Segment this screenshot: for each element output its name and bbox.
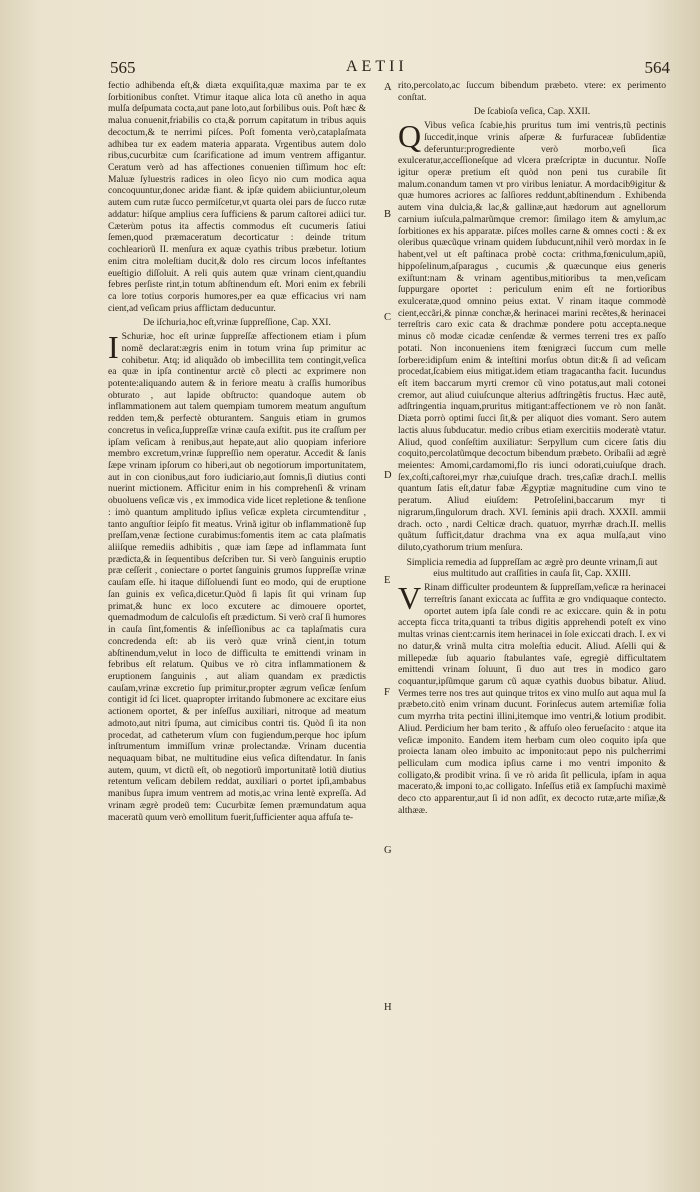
chapter-heading-xxi: De iſchuria,hoc eſt,vrinæ ſuppreſſione, Cap. XXI. [143, 317, 331, 329]
margin-letter-g: G [384, 845, 392, 856]
left-paragraph-2-text: Schuriæ, hoc eſt urinæ ſuppreſſæ affectionem etiam i pſum nomẽ declarat:ægris enim in totum vrina ſup primitur ac cohibetur. Atq; id aliquãdo ob imbecillita tem contingit,veſica ea quæ in ipſa continentur arctè cõ plecti ac exprimere non potente:aliquando autem & in feriore meatu à craſſis humoribus obturato , aut lapide obſtructo: quandoque autem ob inflammationem aut talem quempiam tumorem meatum anguſtum redden tem,& perfectè obturantem. Sanguis etiam in grumos concretus in veſica,ſuppreſſæ vrinæ cauſa exiſtit. pus ite craſſum per ipſam veſicam à renibus,aut hepate,aut alio quopiam inferiore membro excretum,vrinæ ſuppreſſio nem operatur. Accedit & ſanis ſæpe vrinam ipſorum co hiberi,aut ob negotiorum importunitatem, aut in con cionibus,aut foro iudiciario,aut ſomnis,ſi diutius conti nuerint mictionem. Afficitur enim in his comprehenſi & vrinam obuoluens veſicæ vis , ex immodica vide licet repletione & tenſione : imò quantum amplitudo ipſius veſicæ expleta circumtenditur , tanto anguſtior ſeipſo fit meatus. Vrinã igitur ob inflammationẽ ſup preſſam,venæ ſectione curabimus:fomentis item ac cata plaſmatis aliiſque remediis adhibitis , quæ iam ſæpe ad inflammata ſunt prædicta,& in ſequentibus deſcriben tur. Si verò ſanguinis eruptio præ ceſſerit , coniectare o portet ſanguinis grumos ſuppreſſæ vrinæ cauſam eſſe. hi itaque diſſoluendi ſunt eo modo, qui de eruptione ſan guinis ex veſica,dicetur.Quòd ſi lapis ſit qui vrinam ſup primat,& hunc ex loco excutere ac dimouere oportet, quemadmodum de calculoſis eſt prædictum. Si verò craſ ſi humores in cauſa ſint,fomentis & inſeſſionibus ac ca taplaſmatis cura concredenda eſt: ab iis verò quæ vrinã cient,in totum abſtinendum,velut in loco de difficulta te emittendi vrinam in febribus eſt relatum. Quibus ve rò citra inflammationem & eruptionem ſanguinis , aut aliam quandam ex prædictis cauſam,vrinæ excretio ſup primitur,propter ægrum veſicæ ſenſum contigit id ſci licet. quapropter irritando ſubmonere ac excitare eius actionem oportet, & per inſeſſus auxiliari, nitroque ad meatum admoto,aut nitri ſpuma, aut cimicibus contri tis. Quòd ſi ita non procedat, ad catheterum vſum con fugiendum,perque hoc ipſum inſtrumentum immiſſum vrinæ prolectandæ. Vrinam ducentia nequaquam bibat, ne multitudine eius veſica diſtendatur. In ſanis autem, quum, vt dictũ eſt, ob negotiorũ importunitatẽ lotiũ diutius retentum veſicam debilem reddat, auxiliari o portet ipſi,ambabus manibus ſupra imum ventrem ad motis,ac vrina lentè expreſſa. Ad vrinam ægrè prodeũ tem: Cucurbitæ ſemen præmundatum aqua maceratũ quum verò emollitum fuerit,ſufficienter aqua affuſa te- [108, 331, 366, 823]
left-paragraph-1: fectio adhibenda eſt,& diæta exquiſita,quæ maxima par te ex ſorbitionibus conſtet. Vtimur itaque alica lota cũ anetho in aqua mulſa deſpumata cocta,aut pane loto,aut ſorbilibus ouis. Poſt hæc & malua conuenit,friabilis co cta,& porrum capitatum in tribus aquis decoctum,& te nerrimi piſces. Poſt fomenta verò,cataplaſmata adhibea tur ex eadem materia apparata. Vrgentibus autem dolo ribus,cucurbitæ cum ſcarificatione ad imum ventrem affigantur. Ceratum verò ad has affectiones conuenien tiſſimum hoc eſt: Maluæ ſyluestris radices in oleo ſicyo nio cum modica aqua concoquuntur,donec aridæ fiant. & ipſæ quidem abiiciuntur,oleum autem cum rutæ ſucco permiſcetur,vt quarta olei pars de ſucco rutæ addatur: hiſque amplius cera ſufficiens & parum caſtorei adiici tur. Cæterùm potus ita affectis commodus eſt cucumeris ſatiui ſemen,quod præmaceratum decorticatur : deinde tritum cochleariorũ II. menſura ex aquæ cyathis tribus præbetur. lotium enim citra moleſtiam ducit,& dolo res circum locos infeſtantes eueſtigio diſſoluit. A reli quis autem quæ vrinam cient,quandiu febres perſiste rint,in totum abſtinendum eſt. Mori enim ex febrili ca lore totius corporis humores,per ea quæ efficacius vri nam cient,ad veſicam prius afflictam deducuntur. [108, 80, 366, 314]
chapter-heading-xxiii: Simplicia remedia ad ſuppreſſam ac ægrè pro deunte vrinam,ſi aut eius multitudo aut craſſities in cauſa ſit, Cap. XXIII. [406, 556, 658, 580]
chapter-heading-xxii: De ſcabioſa veſica, Cap. XXII. [473, 106, 591, 118]
page-number-left: 565 [110, 58, 136, 77]
margin-letter-h: H [384, 1002, 392, 1013]
right-column [398, 80, 666, 817]
drop-cap-v: V [398, 580, 422, 617]
right-paragraph-3 [398, 582, 666, 816]
margin-letter-d: D [384, 470, 392, 481]
margin-letter-a: A [384, 82, 392, 93]
margin-letter-e: E [384, 575, 391, 586]
page-number-right: 564 [644, 58, 670, 77]
drop-cap-q: Q [398, 118, 422, 155]
left-paragraph-2 [108, 331, 366, 823]
right-paragraph-1: rito,percolato,ac ſuccum bibendum præbeto. vtere: ex perimento conſtat. [398, 80, 666, 103]
drop-cap-i: I [108, 329, 119, 366]
right-paragraph-3-text: Rinam difficulter prodeuntem & ſuppreſſam,veſicæ ra herinacei terreſtris ſanant exiccata ac ſuffita æ gro vndiquaque contecto. oportet autem ipſa ſale condi re ac exiccare. quin & in potu accepta ficca trita,quanti ta tribus digitis apprehendi poteſt ex vino multas vrinas cient:carnis item herinacei in ſole exiccati drach. I. ex vi no datur,& vrinã multa citra moleſtia educit. Aliud. Aſelli qui & millepedæ ſub aquario ſtabulantes vaſe, egregiè difficultatem emittendi vrinam ſoluunt, ſi duo aut tres in modico garo coquantur,ipſũmque garum cũ aquæ cyathis duobus bibatur. Aliud. Vermes terre nos tres aut quinque tritos ex vino mulſo aut aqua mul ſa præbeto.citò enim vrinam ducunt. Forinſecus autem artemiſiæ folia cum myrrha trita pectini illini,itemque imo ventri,& lotium prodibit. Aliud. Perdicium her bam terito , & affuſo oleo ferueſacito : atque ita veſicæ imponito. Eandem item herbam cum oleo coquito ipſa que proiecta lanam oleo imbuito ac imponito:aut pepo nis pulcherrimi pelliculam cum modica ipſius carne i mo ventri imponito & colligato,& prodibit vrina. ſi ve rò arida ſit pellicula, ipſam in aqua macerato,& imponi to,ac colligato. Inſeſſus etiã ex ſampſuchi maximè deco cto apparentur,aut ſi id non adſit, ex decocto rutæ,arte miſiæ,& althææ. [398, 582, 667, 816]
margin-letter-c: C [384, 312, 392, 323]
margin-letter-f: F [384, 687, 390, 698]
right-paragraph-2 [398, 120, 666, 554]
running-title: AETII [346, 58, 408, 75]
left-column [108, 80, 366, 823]
margin-letter-b: B [384, 209, 392, 220]
right-paragraph-2-text: Vibus veſica ſcabie,his pruritus tum imi ventris,tũ pectinis ſuccedit,inque vrinis aſperæ & furfuraceæ ſubſidentiæ deferuntur:progrediente verò morbo,veſi ſica exulceratur,acceſſioneſque ad vlcera præſcriptæ in ducuntur. Noſſe igitur operæ pretium eſt quòd non peni tus curabile ſit malum.conandum tamen vt pro viribus leniatur. A mordacib9igitur & quæ humores acriores ac ſalſiores reddunt,abſtinendum . Exhibenda autem vina dulcia,& lac,& gallinæ,aut hædorum aut agnellorum carnium iuſcula,palmarũmque cremor: ſimilago item & amylum,ac ſorbitiones ex his apparatæ. piſces molles carne & omnes cocti : & ex oleribus quæcũque vrinam quidem ſubducunt,nihil verò mordax in ſe habent,vel ut eſt paſtinaca probè cocta: crithma,fœniculum,apiũ, hippoſelinum,aſparagus , cucumis ,& quæcunque eius generis exiſtunt:nam & vrinam agentibus,mitioribus ta men,veſicam ſuppurgare oportet : periculum enim eſt ne fortioribus exulceratæ,quod omnino peius extat. V rinam itaque commodè cient,eccãri,& pinnæ conchæ,& herinacei marini recẽtes,& herinacei terreſtris caro exic cata & drachmæ pondere potu accepta.neque minus cõ modæ cicadæ cenſendæ & vermes terreni tres ex paſſo potati. Non inconueniens item fœnigræci ſuccum cum melle ſorbere:idipſum enim & inteſtini morſus obtun dit:& ſi ad veſicam procedat,ſcabiem eius mitigat.idem etiam tragacantha facit. Iucundus eſt item baccarum myrti cremor cũ vino potatus,aut mali cotonei cremor, aut aliud cuiuſcunque alterius adſtringẽtis fructus. Hæc autẽ, adſtringentia inquam,pruritus mitigant:affectionem ve rò non ſanãt. Diæta porrò optimi ſucci ſit,& per aliquot dies vomant. Sero autem lactis aluus ſubducatur. medio cribus etiam exercitiis moderatè vtatur. Aliud, quod conſeſtim auxiliatur: Serpyllum cum cicere ſatis diu coquito,percolatũmque decoctum bibendum præbeto. Oribaſii ad ægrè meientes: Amomi,cardamomi,flo ris iunci odorati,cuiuſque drach. ſex,coſti,caſtorei,myr rhæ,cuiuſque drach. tres,caſiæ drach.I. mellis quantum ſatis eſt,datur fabæ Ægyptiæ magnitudine cum vino te peratum. Aliud eiuſdem: Petroſelini,baccarum myr ti nigrarum,ſingulorum drach. XVI. ſeminis apii drach. XXXII. ammii drach. octo , nardi Celticæ drach. quatuor, myrrhæ drach.II. mellis quãtum ſufficit,datur drachma vna ex aqua mulſa,aut vino diluto,cyathorum trium menſura. [398, 120, 666, 554]
